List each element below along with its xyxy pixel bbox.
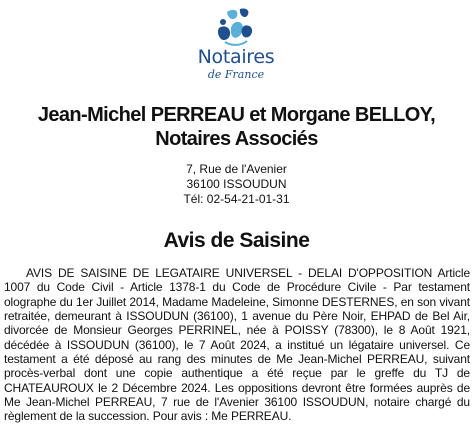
logo-brand-line2: de France <box>207 68 265 81</box>
notice-title: Avis de Saisine <box>163 229 310 252</box>
firm-name: Jean-Michel PERREAU et Morgane BELLOY, Notaires Associés <box>37 104 436 150</box>
address-street: 7, Rue de l'Avenier <box>186 162 287 176</box>
firm-address <box>150 162 323 207</box>
address-phone: Tél: 02-54-21-01-31 <box>183 192 290 206</box>
notaires-de-france-logo-icon <box>213 6 259 50</box>
notice-body: AVIS DE SAISINE DE LEGATAIRE UNIVERSEL - DELAI D'OPPOSITION Article 1007 du Code Civil - Article 1378-1 du Code de Procédure Civile - Par testament olographe du 1er Juillet 2014, Madame Madeleine, Simonne DESTERNES, en son vivant retraitée, demeurant à ISSOUDUN (36100), 1 avenue du Père Noir, EHPAD de Bel Air, divorcée de Monsieur Georges PERRINEL, née à POISSY (78300), le 8 Août 1921, décédée à ISSOUDUN (36100), le 7 Août 2024, a institué un légataire universel. Ce testament a été déposé au rang des minutes de Me Jean-Michel PERREAU, suivant procès-verbal dont une copie authentique a été reçue par le greffe du TJ de CHATEAUROUX le 2 Décembre 2024. Les oppositions devront être formées auprès de Me Jean-Michel PERREAU, 7 rue de l'Avenier 36100 ISSOUDUN, notaire chargé du règlement de la succession. Pour avis : Me PERREAU. <box>4 266 470 424</box>
address-city: 36100 ISSOUDUN <box>186 177 287 191</box>
logo-brand-line1: Notaires <box>197 46 275 68</box>
notaires-de-france-logo <box>184 6 288 86</box>
